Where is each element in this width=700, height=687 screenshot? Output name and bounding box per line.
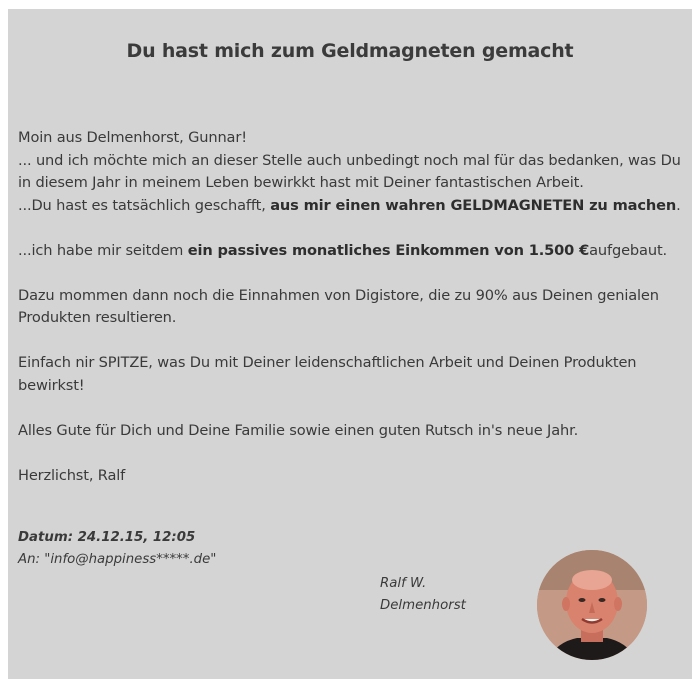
- income-line: [18, 240, 688, 263]
- magnet-line-post: .: [676, 196, 681, 214]
- thanks-line: ... und ich möchte mich an dieser Stelle auch unbedingt noch mal für das bedanken, was Du in diesem Jahr in meinem Leben bewirkkt hast mit Deiner fantastischen Arbeit.: [18, 151, 681, 191]
- testimonial-body: [18, 127, 688, 487]
- greeting-line: Moin aus Delmenhorst, Gunnar!: [18, 129, 247, 146]
- testimonial-card: [8, 9, 692, 679]
- magnet-line: [18, 195, 688, 218]
- author-avatar: [537, 550, 647, 660]
- income-line-pre: ...ich habe mir seitdem: [18, 241, 188, 259]
- wishes-paragraph: Alles Gute für Dich und Deine Familie sowie einen guten Rutsch in's neue Jahr.: [18, 421, 579, 439]
- message-meta: [18, 527, 216, 570]
- message-date: Datum: 24.12.15, 12:05: [18, 530, 196, 545]
- author-info: [380, 573, 466, 616]
- signoff-line: Herzlichst, Ralf: [18, 466, 126, 484]
- testimonial-title: Du hast mich zum Geldmagneten gemacht: [126, 40, 574, 62]
- digistore-paragraph: Dazu mommen dann noch die Einnahmen von Digistore, die zu 90% aus Deinen genialen Produkten resultieren.: [18, 286, 659, 326]
- income-line-post: aufgebaut.: [589, 241, 667, 259]
- author-photo-icon: [537, 550, 647, 660]
- praise-paragraph: Einfach nir SPITZE, was Du mit Deiner leidenschaftlichen Arbeit und Deinen Produkten bewirkst!: [18, 354, 637, 394]
- magnet-line-pre: ...Du hast es tatsächlich geschafft,: [18, 196, 271, 214]
- message-recipient: An: "info@happiness*****.de": [18, 551, 217, 567]
- author-city: Delmenhorst: [380, 597, 466, 613]
- income-line-bold: ein passives monatliches Einkommen von 1.500 €: [187, 241, 590, 259]
- author-name: Ralf W.: [380, 576, 427, 591]
- magnet-line-bold: aus mir einen wahren GELDMAGNETEN zu machen: [270, 196, 677, 214]
